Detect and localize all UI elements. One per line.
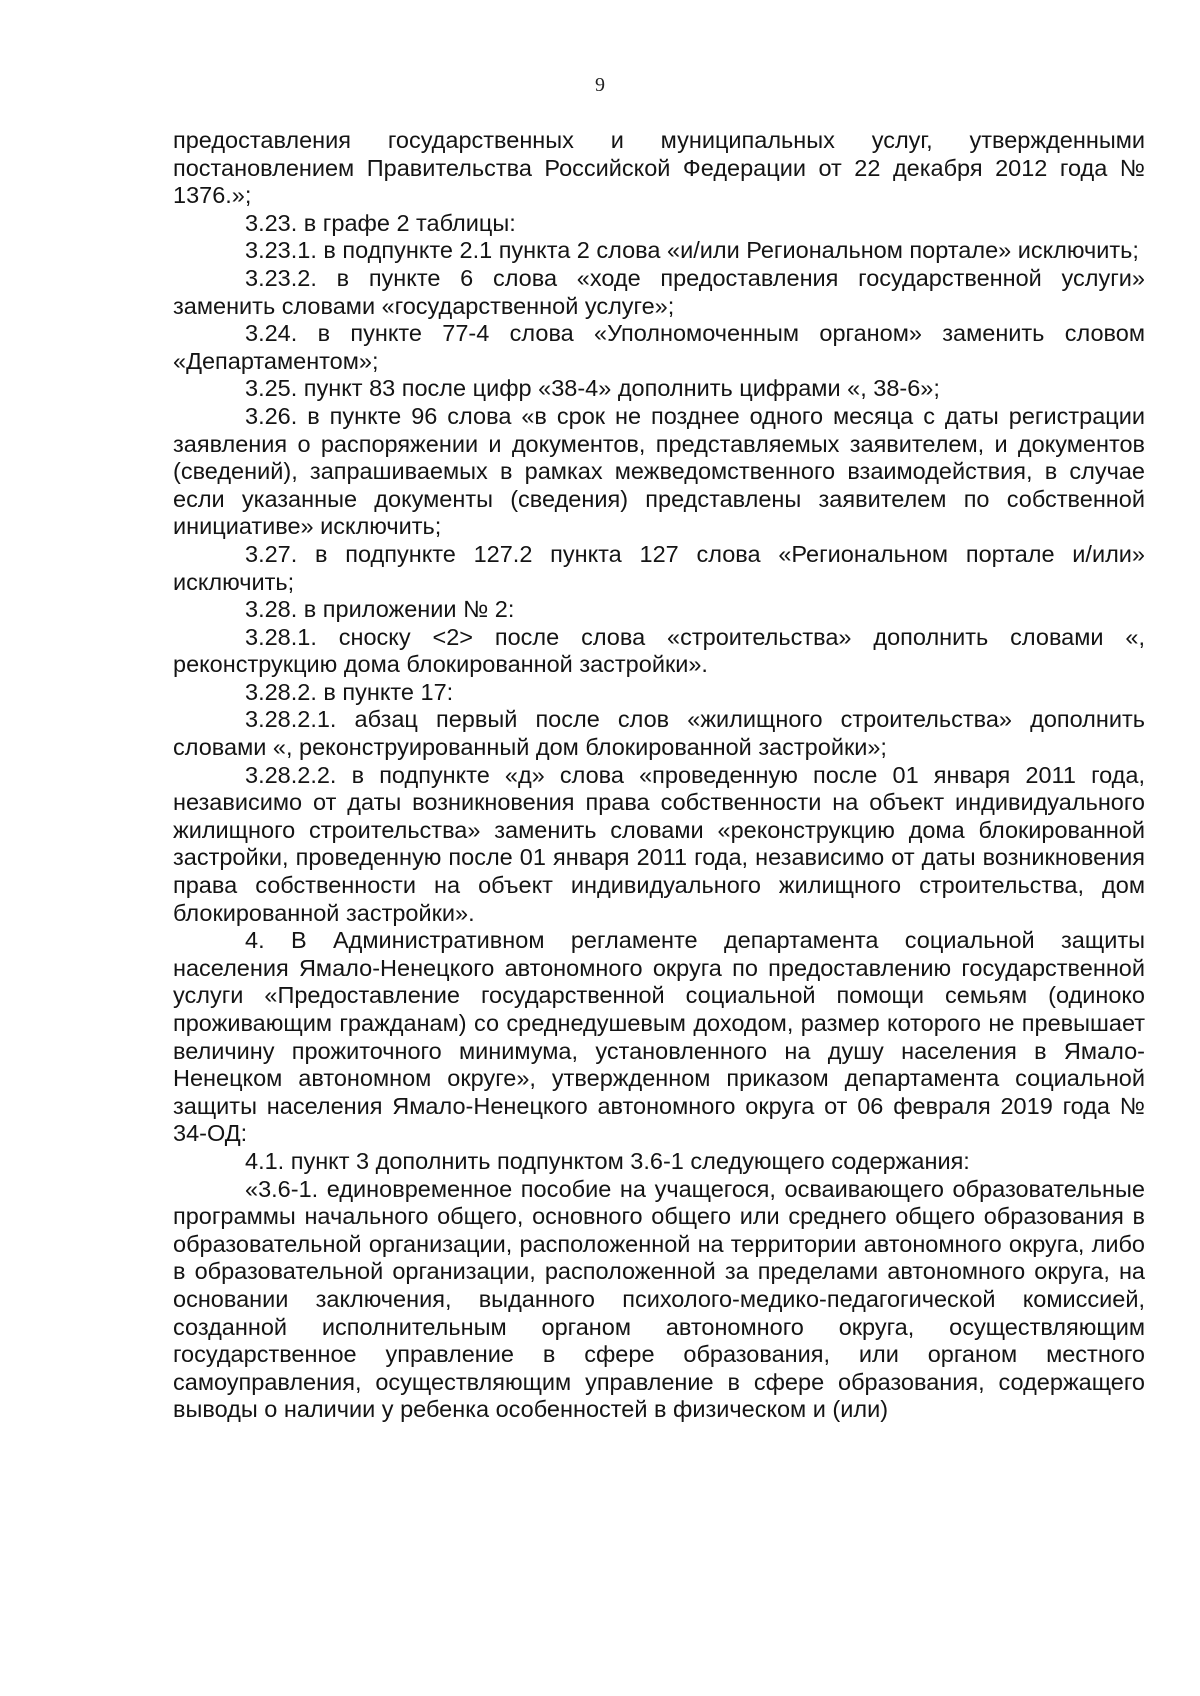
paragraph: 3.28.2.2. в подпункте «д» слова «проведенную после 01 января 2011 года, независимо от даты возникновения права собственности на объект индивидуального жилищного строительства» заменить словами «реконструкцию дома блокированной застройки, проведенную после 01 января 2011 года, независимо от даты возникновения права собственности на объект индивидуального жилищного строительства, дом блокированной застройки». — [173, 761, 1145, 926]
paragraph: 3.28. в приложении № 2: — [245, 596, 515, 623]
paragraph: 3.28.2. в пункте 17: — [245, 678, 454, 705]
paragraph: предоставления государственных и муниципальных услуг, утвержденными постановлением Правительства Российской Федерации от 22 декабря 2012 года № 1376.»; — [173, 127, 1145, 209]
document-body — [173, 127, 1145, 1424]
paragraph: 3.23.2. в пункте 6 слова «ходе предоставления государственной услуги» заменить словами «государственной услуге»; — [173, 264, 1145, 319]
paragraph: 3.26. в пункте 96 слова «в срок не позднее одного месяца с даты регистрации заявления о распоряжении и документов, представляемых заявителем, и документов (сведений), запрашиваемых в рамках межведомственного взаимодействия, в случае если указанные документы (сведения) представлены заявителем по собственной инициативе» исключить; — [173, 402, 1145, 540]
paragraph: 3.24. в пункте 77-4 слова «Уполномоченным органом» заменить словом «Департаментом»; — [173, 320, 1145, 374]
paragraph: 3.23. в графе 2 таблицы: — [245, 209, 516, 236]
paragraph: 4. В Административном регламенте департамента социальной защиты населения Ямало-Ненецкого автономного округа по предоставлению государственной услуги «Предоставление государственной социальной помощи семьям (одиноко проживающим гражданам) со среднедушевым доходом, размер которого не превышает величину прожиточного минимума, установленного на душу населения в Ямало-Ненецком автономном округе», утвержденном приказом департамента социальной защиты населения Ямало-Ненецкого автономного округа от 06 февраля 2019 года № 34-ОД: — [173, 927, 1145, 1147]
paragraph: 3.27. в подпункте 127.2 пункта 127 слова «Региональном портале и/или» исключить; — [173, 540, 1145, 595]
paragraph: 3.28.1. сноску <2> после слова «строительства» дополнить словами «, реконструкцию дома блокированной застройки». — [173, 623, 1145, 678]
paragraph: 4.1. пункт 3 дополнить подпунктом 3.6-1 следующего содержания: — [245, 1147, 970, 1174]
paragraph: «3.6-1. единовременное пособие на учащегося, осваивающего образовательные программы начального общего, основного общего или среднего общего образования в образовательной организации, расположенной на территории автономного округа, либо в образовательной организации, расположенной за пределами автономного округа, на основании заключения, выданного психолого-медико-педагогической комиссией, созданной исполнительным органом автономного округа, осуществляющим государственное управление в сфере образования, или органом местного самоуправления, осуществляющим управление в сфере образования, содержащего выводы о наличии у ребенка особенностей в физическом и (или) — [173, 1175, 1145, 1423]
paragraph: 3.28.2.1. абзац первый после слов «жилищного строительства» дополнить словами «, реконструированный дом блокированной застройки»; — [173, 706, 1145, 761]
paragraph: 3.23.1. в подпункте 2.1 пункта 2 слова «и/или Региональном портале» исключить; — [245, 237, 1139, 264]
paragraph: 3.25. пункт 83 после цифр «38-4» дополнить цифрами «, 38-6»; — [245, 375, 940, 402]
page-number: 9 — [595, 74, 605, 96]
